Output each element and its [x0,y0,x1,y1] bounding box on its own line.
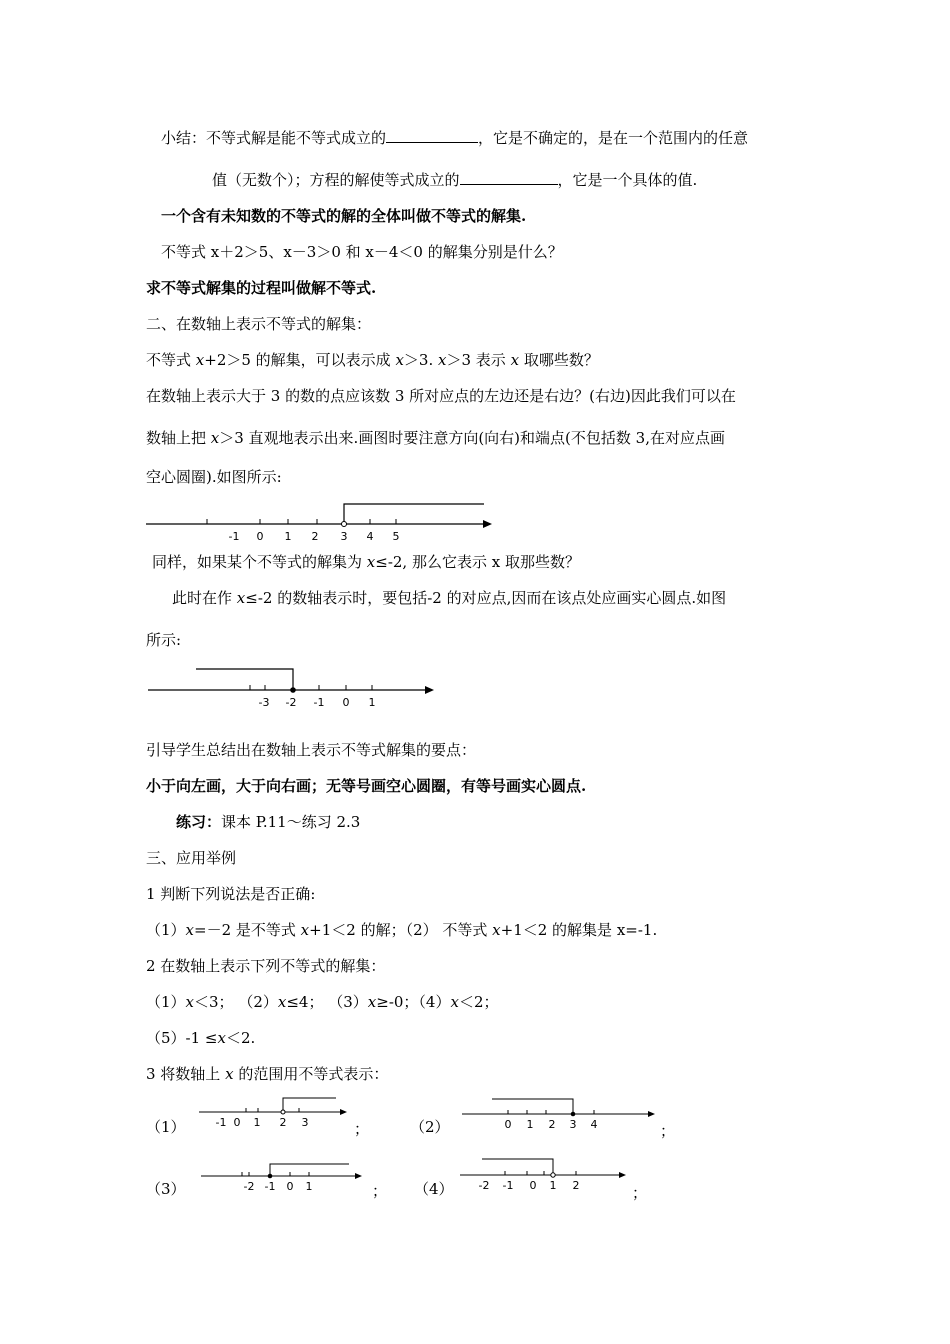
variable-x: x [236,589,246,607]
section-2-line-6 [172,588,726,608]
number-line-fig-4 [456,1154,636,1196]
text: （1） [146,993,186,1011]
tick-label: 1 [253,1116,261,1129]
tick-label: 4 [590,1118,598,1131]
tick-label: -3 [258,696,270,709]
figure-label-4: （4） [414,1180,454,1198]
solution-ray [482,1159,553,1175]
variable-x: x [395,351,404,369]
open-circle-endpoint [551,1173,555,1177]
text: 不等式 [146,351,196,369]
filled-dot-endpoint [290,687,296,693]
section-2-line-4: 空心圆圈).如图所示: [146,468,282,486]
semicolon: ； [632,1184,648,1202]
key-points: 小于向左画，大于向右画；无等号画空心圆圈，有等号画实心圆点. [146,777,587,795]
text: ≤4； （3） [286,993,368,1011]
section-2-title: 二、在数轴上表示不等式的解集： [146,315,372,333]
summary-line-1 [161,128,748,148]
text: ≤-2, 那么它表示 x 取那些数？ [375,553,580,571]
text: ＜3； （2） [194,993,278,1011]
summary-text-b: ，它是不确定的，是在一个范围内的任意 [478,129,749,147]
semicolon: ； [372,1182,388,1200]
tick-label: -2 [478,1179,490,1192]
text: +1＜2 的解集是 x=-1. [500,921,658,939]
variable-x: x [510,351,520,369]
tick-label: 3 [340,530,348,543]
tick-label: 3 [301,1116,309,1129]
question-2-row-2 [146,1028,255,1048]
number-line-fig-1 [195,1093,355,1133]
variable-x: x [225,1065,234,1083]
text: 3 将数轴上 [146,1065,226,1083]
tick-label: -1 [228,530,240,543]
text: =－2 是不等式 [194,921,301,939]
question-2-title: 2 在数轴上表示下列不等式的解集： [146,957,386,975]
tick-label: 1 [284,530,292,543]
tick-label: 2 [548,1118,556,1131]
guide-text: 引导学生总结出在数轴上表示不等式解集的要点： [146,741,477,759]
semicolon: ； [354,1120,370,1138]
tick-label: 0 [256,530,264,543]
practice-text: 课本 P.11～练习 2.3 [221,813,361,831]
section-3-title: 三、应用举例 [146,849,237,867]
tick-label: 1 [305,1180,313,1193]
answer-blank-2[interactable] [460,170,558,185]
text: ＞3 表示 [446,351,511,369]
axis-arrow-icon [340,1109,347,1115]
axis-arrow-icon [355,1173,362,1179]
solution-ray [344,504,484,524]
text: ≤-2 的数轴表示时，要包括-2 的对应点,因而在该点处应画实心圆点.如图 [245,589,727,607]
tick-label: -1 [264,1180,276,1193]
tick-label: 2 [572,1179,580,1192]
summary-text-a: 小结：不等式解是能不等式成立的 [161,129,387,147]
question-solution-sets: 不等式 x＋2＞5、x－3＞0 和 x－4＜0 的解集分别是什么？ [161,243,563,261]
tick-label: 1 [549,1179,557,1192]
tick-label: 2 [279,1116,287,1129]
tick-label: 2 [311,530,319,543]
variable-x: x [277,993,287,1011]
text: +2＞5 的解集，可以表示成 [204,351,396,369]
solution-ray [492,1099,573,1114]
number-line-x-gt-3 [140,495,510,545]
variable-x: x [438,351,447,369]
section-2-line-2: 在数轴上表示大于 3 的数的点应该数 3 所对应点的左边还是右边？(右边)因此我们可以在 [146,387,736,405]
solution-ray [196,669,293,690]
number-line-fig-3 [197,1155,372,1197]
filled-dot-endpoint [571,1112,576,1117]
tick-label: -1 [313,696,325,709]
variable-x: x [217,1029,226,1047]
variable-x: x [195,351,205,369]
axis-arrow-icon [648,1111,655,1117]
filled-dot-endpoint [268,1174,273,1179]
tick-label: 0 [529,1179,537,1192]
section-2-line-7: 所示: [146,631,182,649]
text: ＜2. [225,1029,256,1047]
tick-label: 1 [368,696,376,709]
tick-label: 0 [286,1180,294,1193]
figure-label-3: （3） [146,1180,186,1198]
tick-label: -1 [502,1179,514,1192]
text: +1＜2 的解；（2） 不等式 [309,921,493,939]
summary-text-d: ，它是一个具体的值. [557,171,698,189]
tick-label: -1 [215,1116,227,1129]
tick-label: 0 [233,1116,241,1129]
text: （1） [146,921,186,939]
variable-x: x [185,921,195,939]
tick-label: 3 [569,1118,577,1131]
text: ≥-0；（4） [376,993,451,1011]
variable-x: x [210,429,220,447]
tick-label: 0 [504,1118,512,1131]
answer-blank-1[interactable] [386,128,478,143]
section-2-line-1 [146,350,599,370]
text: 取哪些数？ [519,351,599,369]
practice [176,812,360,832]
summary-text-c: 值（无数个）；方程的解使等式成立的 [212,171,460,189]
open-circle-endpoint [281,1110,285,1114]
definition-solution-set: 一个含有未知数的不等式的解的全体叫做不等式的解集. [161,207,527,225]
tick-label: 0 [342,696,350,709]
variable-x: x [300,921,310,939]
text: 数轴上把 [146,429,211,447]
question-3-title [146,1064,388,1084]
solution-ray [283,1098,336,1112]
tick-label: 1 [526,1118,534,1131]
number-line-x-le-neg2 [140,662,450,712]
section-2-line-5 [152,552,580,572]
tick-label: 4 [366,530,374,543]
semicolon: ； [660,1122,676,1140]
variable-x: x [492,921,501,939]
variable-x: x [185,993,195,1011]
section-2-line-3 [146,428,725,448]
text: （5）-1 ≤ [146,1029,218,1047]
text: ＜2； [458,993,499,1011]
open-circle-endpoint [342,522,347,527]
figure-label-1: （1） [146,1118,186,1136]
summary-line-2 [212,170,697,190]
question-1-title: 1 判断下列说法是否正确: [146,885,316,903]
axis-arrow-icon [619,1172,626,1178]
axis-arrow-icon [483,520,492,528]
variable-x: x [366,553,376,571]
axis-arrow-icon [425,686,434,694]
text: ＞3. [403,351,439,369]
tick-label: 5 [392,530,400,543]
variable-x: x [367,993,377,1011]
text: 的范围用不等式表示： [233,1065,389,1083]
tick-label: -2 [243,1180,255,1193]
variable-x: x [450,993,459,1011]
question-2-row-1 [146,992,499,1012]
text: 此时在作 [172,589,237,607]
question-1-items [146,920,657,940]
practice-label: 练习： [176,813,222,831]
text: ＞3 直观地表示出来.画图时要注意方向(向右)和端点(不包括数 3,在对应点画 [219,429,725,447]
figure-label-2: （2） [410,1118,450,1136]
number-line-fig-2 [458,1093,663,1135]
tick-label: -2 [285,696,297,709]
text: 同样，如果某个不等式的解集为 [152,553,367,571]
definition-solving: 求不等式解集的过程叫做解不等式. [146,279,377,297]
